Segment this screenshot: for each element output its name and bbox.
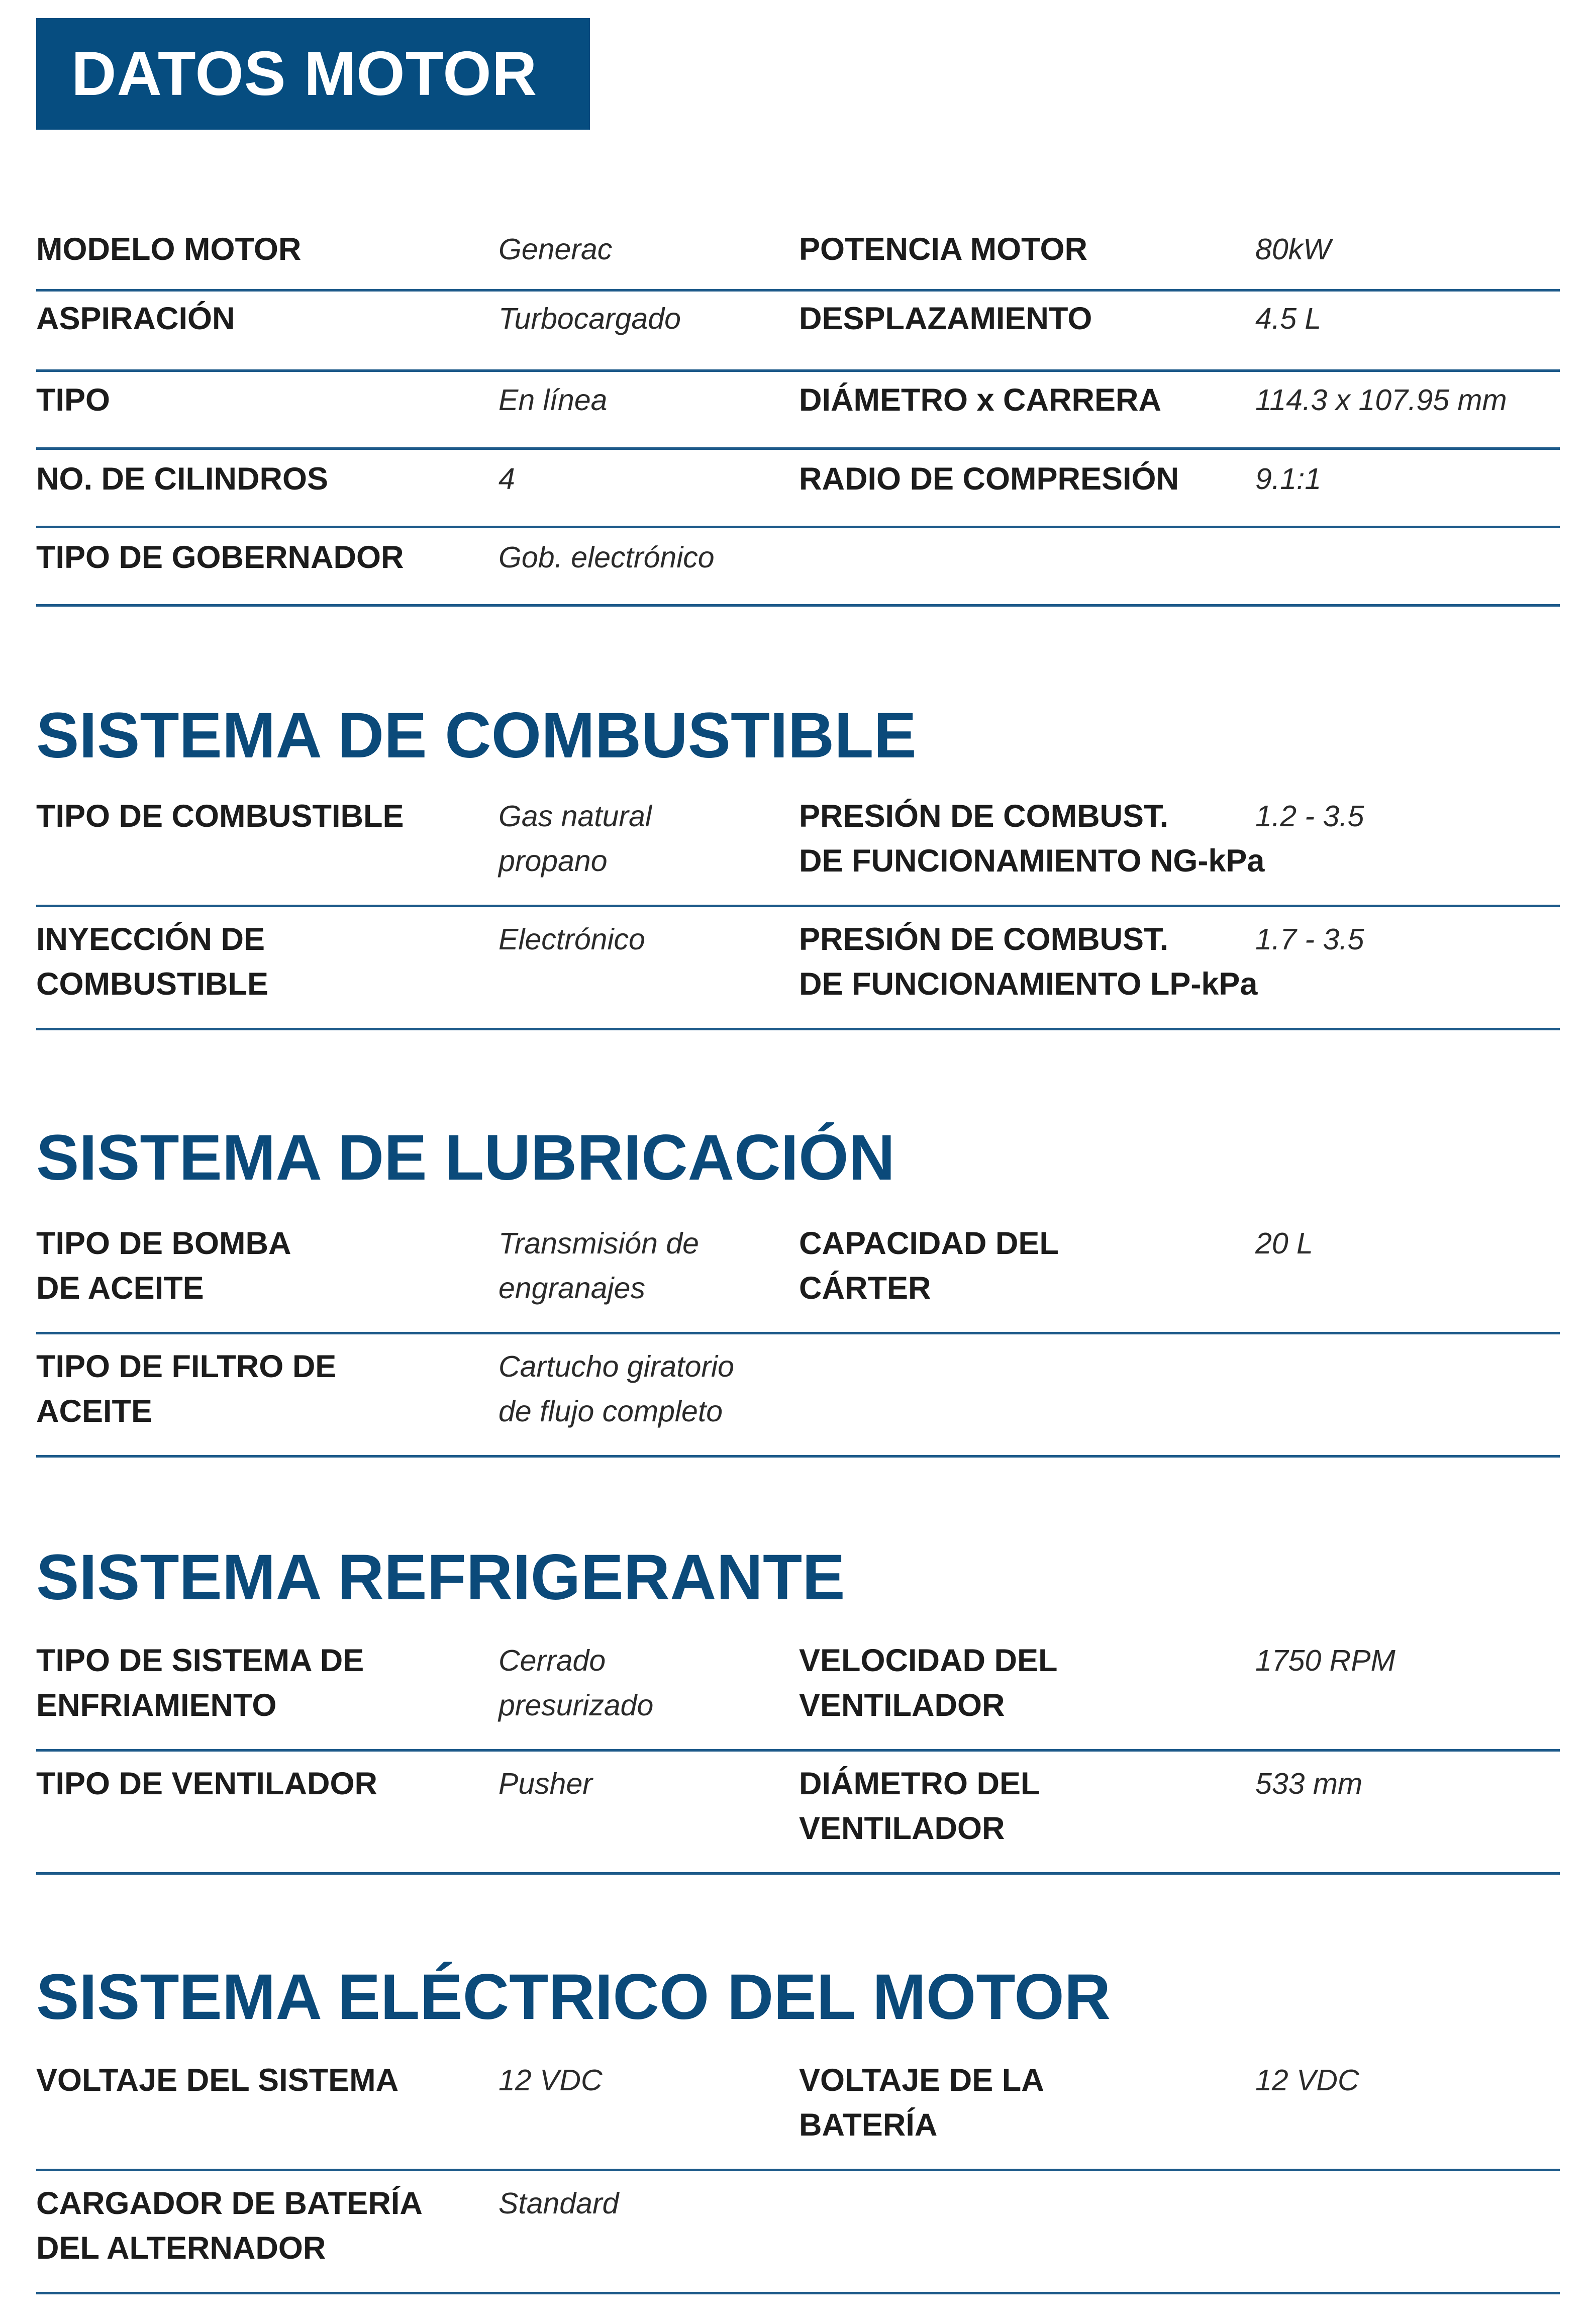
spec-row-modelo-motor bbox=[36, 221, 1560, 292]
spec-label: VELOCIDAD DEL VENTILADOR bbox=[799, 1643, 1058, 1723]
spec-value: Turbocargado bbox=[498, 302, 681, 335]
spec-label: TIPO DE VENTILADOR bbox=[36, 1766, 378, 1801]
section-title-electrico: SISTEMA ELÉCTRICO DEL MOTOR bbox=[36, 1961, 1111, 2033]
spec-row-aspiracion bbox=[36, 292, 1560, 372]
spec-label: DESPLAZAMIENTO bbox=[799, 301, 1092, 336]
spec-value: Standard bbox=[498, 2187, 619, 2220]
spec-value: 533 mm bbox=[1255, 1767, 1363, 1800]
spec-value: Cartucho giratorio de flujo completo bbox=[498, 1350, 734, 1428]
spec-label: ASPIRACIÓN bbox=[36, 301, 235, 336]
spec-value: 4 bbox=[498, 462, 515, 496]
spec-label: INYECCIÓN DE COMBUSTIBLE bbox=[36, 922, 268, 1002]
spec-label: CARGADOR DE BATERÍA DEL ALTERNADOR bbox=[36, 2186, 423, 2266]
spec-value: 1750 RPM bbox=[1255, 1644, 1395, 1677]
spec-label: CAPACIDAD DEL CÁRTER bbox=[799, 1226, 1059, 1306]
spec-label: TIPO DE FILTRO DE ACEITE bbox=[36, 1349, 337, 1429]
spec-row-voltaje-sistema bbox=[36, 2058, 1560, 2171]
spec-value: 4.5 L bbox=[1255, 302, 1322, 335]
spec-value: Transmisión de engranajes bbox=[498, 1227, 699, 1305]
spec-value: 80kW bbox=[1255, 233, 1331, 266]
spec-label: MODELO MOTOR bbox=[36, 232, 302, 267]
spec-label: TIPO DE SISTEMA DE ENFRIAMIENTO bbox=[36, 1643, 364, 1723]
banner-title: DATOS MOTOR bbox=[71, 39, 538, 109]
spec-value: En línea bbox=[498, 383, 608, 417]
spec-value: 12 VDC bbox=[1255, 2064, 1359, 2097]
spec-value: Gob. electrónico bbox=[498, 541, 715, 574]
spec-label: PRESIÓN DE COMBUST. DE FUNCIONAMIENTO NG-kPa bbox=[799, 799, 1265, 879]
spec-row-filtro-aceite bbox=[36, 1334, 1560, 1458]
spec-row-gobernador bbox=[36, 528, 1560, 607]
spec-value: 1.2 - 3.5 bbox=[1255, 800, 1364, 833]
spec-value: 9.1:1 bbox=[1255, 462, 1322, 496]
spec-label: TIPO bbox=[36, 382, 111, 418]
spec-value: 12 VDC bbox=[498, 2064, 603, 2097]
spec-label: PRESIÓN DE COMBUST. DE FUNCIONAMIENTO LP-kPa bbox=[799, 922, 1258, 1002]
spec-row-inyeccion bbox=[36, 907, 1560, 1030]
spec-label: TIPO DE BOMBA DE ACEITE bbox=[36, 1226, 291, 1306]
spec-row-tipo bbox=[36, 372, 1560, 450]
spec-row-ventilador bbox=[36, 1752, 1560, 1875]
spec-label: RADIO DE COMPRESIÓN bbox=[799, 461, 1179, 497]
spec-value: 114.3 x 107.95 mm bbox=[1255, 383, 1507, 417]
spec-label: TIPO DE GOBERNADOR bbox=[36, 540, 404, 575]
spec-label: NO. DE CILINDROS bbox=[36, 461, 329, 497]
spec-row-tipo-combustible bbox=[36, 794, 1560, 907]
spec-value: Generac bbox=[498, 233, 613, 266]
spec-label: DIÁMETRO x CARRERA bbox=[799, 382, 1162, 418]
section-title-refrigerante: SISTEMA REFRIGERANTE bbox=[36, 1541, 845, 1613]
spec-row-cilindros bbox=[36, 450, 1560, 528]
section-title-lubricacion: SISTEMA DE LUBRICACIÓN bbox=[36, 1122, 895, 1194]
spec-label: DIÁMETRO DEL VENTILADOR bbox=[799, 1766, 1040, 1846]
spec-value: 1.7 - 3.5 bbox=[1255, 923, 1364, 956]
section-banner-datos-motor bbox=[36, 18, 590, 130]
spec-value: Cerrado presurizado bbox=[498, 1644, 654, 1722]
spec-label: TIPO DE COMBUSTIBLE bbox=[36, 799, 404, 834]
spec-label: VOLTAJE DEL SISTEMA bbox=[36, 2063, 399, 2098]
spec-value: 20 L bbox=[1255, 1227, 1313, 1260]
spec-row-cargador-bateria bbox=[36, 2171, 1560, 2294]
spec-value: Electrónico bbox=[498, 923, 645, 956]
spec-value: Pusher bbox=[498, 1767, 592, 1800]
spec-row-enfriamiento bbox=[36, 1638, 1560, 1752]
spec-row-bomba-aceite bbox=[36, 1221, 1560, 1334]
spec-label: POTENCIA MOTOR bbox=[799, 232, 1088, 267]
spec-value: Gas natural propano bbox=[498, 800, 652, 878]
spec-label: VOLTAJE DE LA BATERÍA bbox=[799, 2063, 1044, 2143]
section-title-combustible: SISTEMA DE COMBUSTIBLE bbox=[36, 700, 917, 771]
